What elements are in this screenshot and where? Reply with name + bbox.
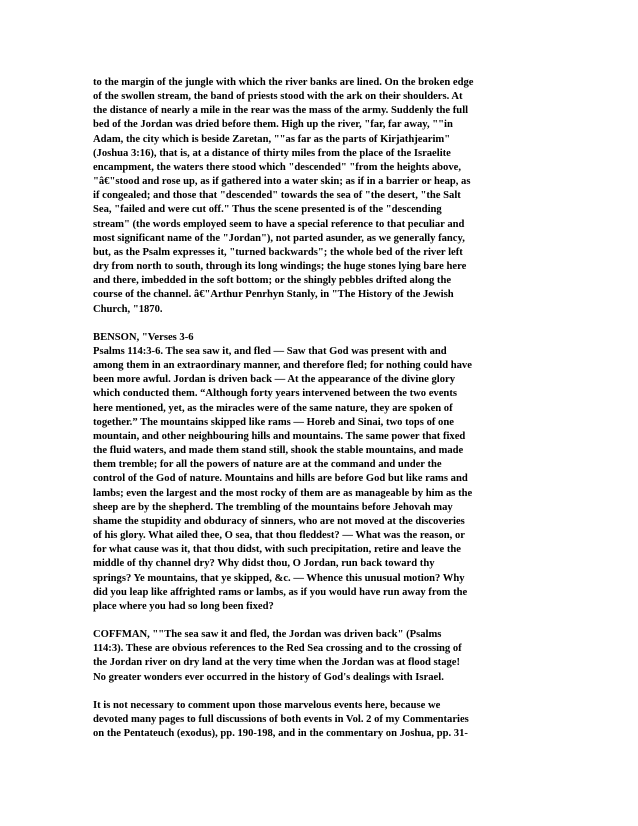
text-line: devoted many pages to full discussions of both events in Vol. 2 of my Commentaries — [93, 714, 469, 726]
text-line: for what cause was it, that thou didst, with such precipitation, retire and leave the — [93, 544, 461, 556]
text-line: mountain, and other neighbouring hills and mountains. The same power that fixed — [93, 430, 466, 442]
text-line: most significant name of the "Jordan"), not parted asunder, as we generally fancy, — [93, 232, 465, 244]
text-line: been more awful. Jordan is driven back — At the appearance of the divine glory — [93, 374, 456, 386]
paragraph-stanly-quote — [93, 76, 545, 317]
text-line: Adam, the city which is beside Zaretan, ""as far as the parts of Kirjathjearim" — [93, 133, 451, 145]
text-line: of his glory. What ailed thee, O sea, that thou fleddest? — What was the reason, or — [93, 530, 465, 542]
text-line: here mentioned, yet, as the miracles were of the same nature, they are spoken of — [93, 402, 453, 414]
text-line: Psalms 114:3-6. The sea saw it, and fled — Saw that God was present with and — [93, 346, 447, 357]
text-line: dry from north to south, through its long windings; the huge stones lying bare here — [93, 261, 467, 273]
text-line: place where you had so long been fixed? — [93, 600, 274, 612]
text-line: It is not necessary to comment upon those marvelous events here, because we — [93, 699, 441, 711]
text-line: 114:3). These are obvious references to the Red Sea crossing and to the crossing of — [93, 643, 462, 655]
document-page — [93, 76, 545, 756]
text-line: which conducted them. “Although forty years intervened between the two events — [93, 388, 457, 400]
text-line: did you leap like affrighted rams or lambs, as if you would have run away from the — [93, 586, 468, 598]
text-line: lambs; even the largest and the most rocky of them are as manageable by him as the — [93, 487, 473, 499]
paragraph-coffman-commentary — [93, 628, 545, 685]
text-line: "â€"stood and rose up, as if gathered into a water skin; as if in a barrier or heap, as — [93, 176, 471, 188]
text-line: course of the channel. â€"Arthur Penrhyn Stanly, in "The History of the Jewish — [93, 289, 454, 301]
text-line: control of the God of nature. Mountains and hills are before God but like rams and — [93, 473, 468, 485]
text-line: them tremble; for all the powers of nature are at the command and under the — [93, 459, 442, 471]
text-line: of the swollen stream, the band of priests stood with the ark on their shoulders. At — [93, 91, 463, 103]
text-line: and there, imbedded in the soft bottom; or the shingly pebbles drifted along the — [93, 275, 452, 287]
text-line: on the Pentateuch (exodus), pp. 190-198, and in the commentary on Joshua, pp. 31- — [93, 728, 468, 740]
text-line: the Jordan river on dry land at the very time when the Jordan was at flood stage! — [93, 657, 461, 669]
text-line: sheep are by the shepherd. The trembling of the mountains before Jehovah may — [93, 501, 453, 513]
text-line: encampment, the waters there stood which "descended" "from the heights above, — [93, 161, 461, 173]
text-line: Sea, "failed and were cut off." Thus the scene presented is of the "descending — [93, 204, 442, 216]
text-line: if congealed; and those that "descended" towards the sea of "the desert, "the Salt — [93, 190, 461, 202]
text-line: together.” The mountains skipped like rams — Horeb and Sinai, two tops of one — [93, 416, 454, 428]
text-line: but, as the Psalm expresses it, "turned backwards"; the whole bed of the river left — [93, 246, 463, 258]
text-line: stream" (the words employed seem to have a special reference to that peculiar and — [93, 218, 465, 230]
text-line: No greater wonders ever occurred in the history of God's dealings with Israel. — [93, 671, 444, 683]
text-line: among them in an extraordinary manner, and therefore fled; for nothing could have — [93, 360, 472, 372]
text-line: middle of thy channel dry? Why didst thou, O Jordan, run back toward thy — [93, 558, 435, 570]
text-line: bed of the Jordan was dried before them. High up the river, "far, far away, ""in — [93, 119, 453, 131]
text-line: COFFMAN, ""The sea saw it and fled, the Jordan was driven back" (Psalms — [93, 629, 442, 641]
section-heading-benson: BENSON, "Verses 3-6 — [93, 331, 194, 343]
text-line: the distance of nearly a mile in the rear was the mass of the army. Suddenly the full — [93, 105, 469, 117]
text-line: springs? Ye mountains, that ye skipped, &c. — Whence this unusual motion? Why — [93, 572, 465, 584]
paragraph-benson-commentary — [93, 331, 545, 614]
text-line: the fluid waters, and made them stand still, shook the stable mountains, and made — [93, 445, 464, 457]
text-line: shame the stupidity and obduracy of sinners, who are not moved at the discoveries — [93, 515, 465, 527]
text-line: to the margin of the jungle with which the river banks are lined. On the broken edge — [93, 77, 474, 88]
paragraph-coffman-continued — [93, 699, 545, 741]
text-line: (Joshua 3:16), that is, at a distance of thirty miles from the place of the Israelite — [93, 147, 451, 159]
text-line: Church, "1870. — [93, 303, 163, 315]
